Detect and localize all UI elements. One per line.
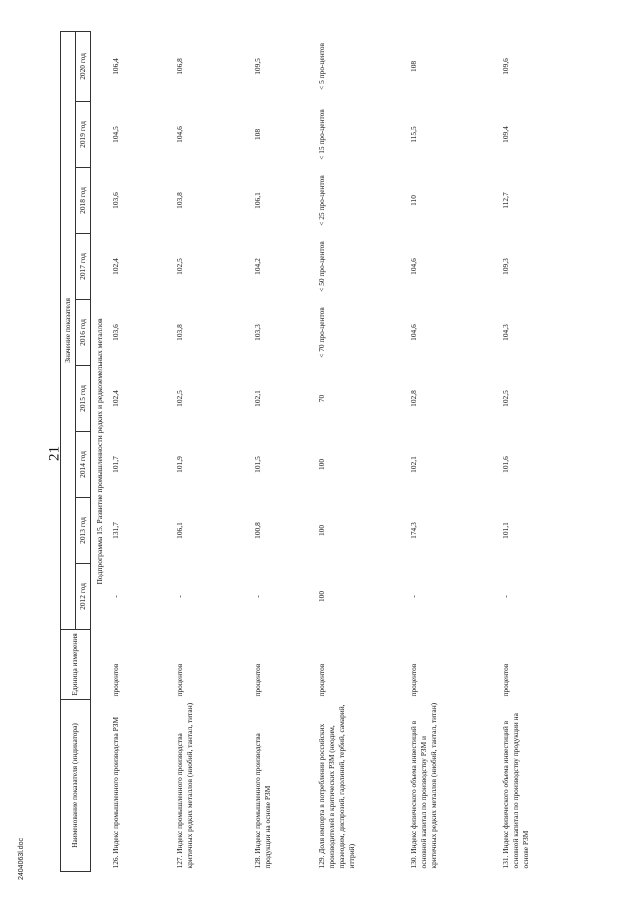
value-cell: 102,5 [501, 390, 511, 407]
indicator-name: Индекс промышленного производства РЗМ [111, 716, 121, 854]
section-title: Подпрограмма 15. Развитие промышленности редких и редкоземельных металлов [94, 318, 104, 585]
header-year: 2012 год [75, 564, 90, 630]
header-year: 2014 год [75, 432, 90, 498]
unit-cell: процентов [317, 663, 327, 697]
unit-cell: процентов [501, 663, 511, 697]
row-number: 130. [409, 855, 419, 869]
row-number: 131. [501, 855, 511, 869]
row-number: 128. [253, 855, 263, 869]
value-cell: 103,8 [175, 192, 185, 209]
header-year: 2018 год [75, 168, 90, 234]
value-cell: 131,7 [111, 522, 121, 539]
value-cell: 174,3 [409, 522, 419, 539]
indicator-name: Индекс физического объема инвестиций в основной капитал по производству РЗМ и критичных редких металлов (ниобий, тантал, титан) [409, 702, 439, 869]
indicator-name-cell [109, 700, 173, 872]
value-cell: 70 [317, 394, 327, 403]
value-cell: - [253, 595, 263, 598]
value-cell: - [111, 595, 121, 598]
row-number: 129. [317, 855, 327, 869]
value-cell: - [175, 595, 185, 598]
indicator-name: Доля импорта в потреблении российских производителей в критических РЗМ (неодим, празеодим, диспрозий, гадолиний, тербий, самарий, иттрий) [317, 704, 357, 869]
value-cell: 108 [253, 128, 263, 141]
value-cell: 106,4 [111, 58, 121, 75]
value-cell: 106,1 [253, 192, 263, 209]
table-row [109, 31, 173, 871]
value-cell: - [501, 595, 511, 598]
value-cell: 100 [317, 524, 327, 537]
indicator-name-cell [407, 700, 499, 872]
indicator-name: Индекс физического объема инвестиций в основной капитал по производству продукции на основе РЗМ [501, 713, 531, 869]
value-cell: < 70 про-центов [317, 307, 327, 358]
value-cell: 100 [317, 590, 327, 603]
header-unit: Единица измерения [61, 630, 91, 700]
indicator-name: Индекс промышленного производства критичных редких металлов (ниобий, тантал, титан) [175, 702, 195, 869]
indicator-name-cell [173, 700, 251, 872]
file-footer: 2404063l.doc [18, 837, 25, 880]
value-cell: < 5 про-центов [317, 43, 327, 90]
value-cell: 115,5 [409, 126, 419, 143]
value-cell: 101,1 [501, 522, 511, 539]
unit-cell: процентов [111, 663, 121, 697]
table-row [407, 31, 499, 871]
value-cell: 109,3 [501, 258, 511, 275]
value-cell: 102,5 [175, 258, 185, 275]
unit-cell: процентов [175, 663, 185, 697]
value-cell: 100,8 [253, 522, 263, 539]
value-cell: 101,6 [501, 456, 511, 473]
value-cell: 102,1 [253, 390, 263, 407]
value-cell: 108 [409, 60, 419, 72]
value-cell: 102,4 [111, 390, 121, 407]
value-cell: 104,2 [253, 258, 263, 275]
value-cell: 101,5 [253, 456, 263, 473]
value-cell: - [409, 595, 419, 598]
header-year: 2013 год [75, 498, 90, 564]
value-cell: 101,9 [175, 456, 185, 473]
header-name: Наименование показателя (индикатора) [61, 700, 91, 872]
rotated-table-container [60, 32, 565, 872]
unit-cell: процентов [409, 663, 419, 697]
value-cell: 112,7 [501, 192, 511, 209]
indicator-name-cell [315, 700, 407, 872]
value-cell: 109,6 [501, 58, 511, 75]
value-cell: 104,5 [111, 126, 121, 143]
unit-cell: процентов [253, 663, 263, 697]
header-year: 2019 год [75, 102, 90, 168]
header-year: 2015 год [75, 366, 90, 432]
value-cell: 102,1 [409, 456, 419, 473]
indicators-table [60, 31, 577, 872]
value-cell: 102,4 [111, 258, 121, 275]
value-cell: 104,6 [409, 324, 419, 341]
table-row [251, 31, 315, 871]
value-cell: < 25 про-центов [317, 175, 327, 226]
indicator-name: Индекс промышленного производства продукции на основе РЗМ [253, 733, 273, 869]
table-row [499, 31, 577, 871]
value-cell: 102,8 [409, 390, 419, 407]
value-cell: < 15 про-центов [317, 109, 327, 160]
page-number: 21 [46, 446, 63, 461]
value-cell: 100 [317, 458, 327, 471]
value-cell: < 50 про-центов [317, 241, 327, 292]
value-cell: 106,8 [175, 58, 185, 75]
value-cell: 104,6 [175, 126, 185, 143]
table-row [315, 31, 407, 871]
header-values-group: Значение показателя [61, 31, 76, 629]
row-number: 127. [175, 855, 185, 869]
value-cell: 109,4 [501, 126, 511, 143]
indicator-name-cell [251, 700, 315, 872]
header-year: 2020 год [75, 31, 90, 101]
value-cell: 110 [409, 195, 419, 206]
value-cell: 103,8 [175, 324, 185, 341]
value-cell: 109,5 [253, 58, 263, 75]
header-year: 2016 год [75, 300, 90, 366]
value-cell: 103,6 [111, 192, 121, 209]
row-number: 126. [111, 855, 121, 869]
value-cell: 101,7 [111, 456, 121, 473]
value-cell: 106,1 [175, 522, 185, 539]
value-cell: 104,6 [409, 258, 419, 275]
value-cell: 103,3 [253, 324, 263, 341]
value-cell: 104,3 [501, 324, 511, 341]
header-year: 2017 год [75, 234, 90, 300]
indicator-name-cell [499, 700, 577, 872]
value-cell: 103,6 [111, 324, 121, 341]
table-row [173, 31, 251, 871]
value-cell: 102,5 [175, 390, 185, 407]
